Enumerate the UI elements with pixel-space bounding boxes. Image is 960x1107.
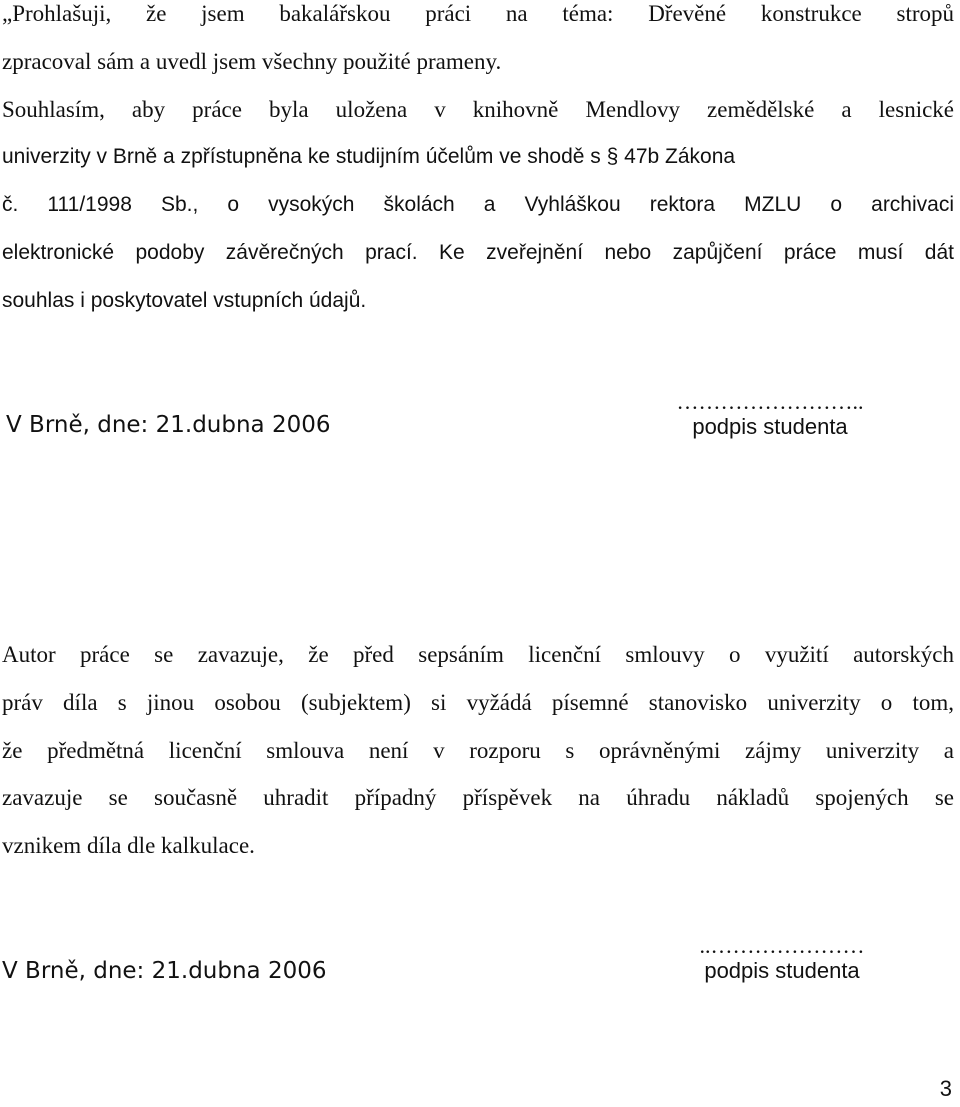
- obligation-line: že předmětná licenční smlouva není v rozporu s oprávněnými zájmy univerzity a: [2, 737, 954, 763]
- declaration-line: souhlas i poskytovatel vstupních údajů.: [2, 288, 367, 312]
- signature-line: ..…………………: [699, 933, 865, 958]
- declaration-line: elektronické podoby závěrečných prací. Ke zveřejnění nebo zapůjčení práce musí dát: [2, 240, 954, 264]
- place-date: V Brně, dne: 21.dubna 2006: [6, 412, 331, 438]
- signature-label: podpis studenta: [692, 414, 848, 439]
- signature-block: [672, 934, 892, 984]
- obligation-line: Autor práce se zavazuje, že před sepsáním licenční smlouvy o využití autorských: [2, 642, 954, 667]
- obligation-line: vznikem díla dle kalkulace.: [2, 833, 255, 859]
- declaration-line: č. 111/1998 Sb., o vysokých školách a Vyhláškou rektora MZLU o archivaci: [2, 193, 954, 217]
- obligation-paragraph: [2, 631, 954, 870]
- place-date: V Brně, dne: 21.dubna 2006: [2, 958, 327, 984]
- obligation-line: zavazuje se současně uhradit případný příspěvek na úhradu nákladů spojených se: [2, 785, 954, 811]
- page-number: 3: [939, 1076, 952, 1101]
- declaration-line: univerzity v Brně a zpřístupněna ke studijním účelům ve shodě s § 47b Zákona: [2, 145, 736, 169]
- obligation-line: práv díla s jinou osobou (subjektem) si vyžádá písemné stanovisko univerzity o tom,: [2, 689, 954, 715]
- signature-block: [660, 390, 880, 440]
- declaration-line: Souhlasím, aby práce byla uložena v knihovně Mendlovy zemědělské a lesnické: [2, 96, 954, 122]
- declaration-line: zpracoval sám a uvedl jsem všechny použité prameny.: [2, 48, 502, 74]
- declaration-paragraph: [2, 0, 954, 325]
- declaration-line: „Prohlašuji, že jsem bakalářskou práci na téma: Dřevěné konstrukce stropů: [2, 1, 954, 26]
- signature-line: ……………………..: [676, 389, 864, 414]
- signature-label: podpis studenta: [704, 958, 860, 983]
